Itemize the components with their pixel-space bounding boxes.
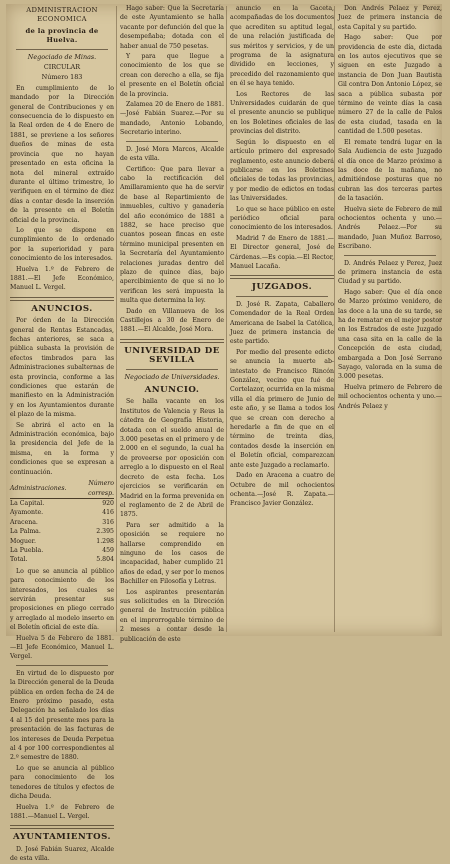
- table-cell: 2.395: [96, 528, 114, 536]
- divider: [126, 141, 218, 142]
- administrations-table: [10, 479, 114, 565]
- table-cell: Moguer.: [10, 537, 36, 545]
- table-cell: La Puebla.: [10, 546, 44, 554]
- paragraph: El remate tendrá lugar en la Sala Audiencia de este Juzgado el día once de Marzo próximo a las doce de la mañana, no admitiéndose posturas que no cubran las dos terceras partes de la tasación.: [338, 138, 442, 203]
- table-cell: 5.804: [96, 556, 114, 564]
- divider: [126, 369, 218, 370]
- paragraph: Por órden de la Dirección general de Rentas Estancadas, fechas anteriores, se saca a pública subasta la provisión de efectos timbrados para las Administraciones subalternas de esta provincia, conforme a las condiciones que estarán de manifiesto en la Administración y en los Ayuntamientos durante el plazo de la misma.: [10, 317, 114, 419]
- column-2: [120, 4, 224, 643]
- table-header-cell: Número corresp.: [67, 479, 114, 498]
- paragraph: En cumplimiento de lo mandado por la Dirección general de Contribuciones y en consecuencia de lo dispuesto en la Real orden de 4 de Enero de 1881, se previene a los señores dueños de minas de esta provincia que no hayan presentado en esta oficina la nota del mineral extraído durante el último trimestre, lo verifiquen en el término de diez días a contar desde la inserción de la presente en el Boletín oficial de la provincia.: [10, 84, 114, 224]
- divider: [16, 665, 108, 666]
- paragraph: Huelva 1.º de Febrero de 1881.—El Jefe Económico, Manuel L. Vergel.: [10, 265, 114, 292]
- divider: [344, 255, 436, 256]
- divider: [10, 297, 114, 301]
- newspaper-page: [6, 4, 442, 863]
- paragraph: Huelva 5 de Febrero de 1881.—El Jefe Económico, Manuel L. Vergel.: [10, 634, 114, 661]
- section-heading: ADMINISTRACION ECONOMICA: [26, 6, 98, 24]
- paragraph: Se abrirá el acto en la Administración económica, bajo la presidencia del Jefe de la misma, en la forma y condiciones que se expresan a continuación.: [10, 421, 114, 476]
- table-cell: Aracena.: [10, 518, 38, 526]
- table-cell: 1.298: [96, 537, 114, 545]
- negociado-label: Negociado de Minas.: [27, 52, 97, 61]
- paragraph: D. José R. Zapata, Caballero Comendador de la Real Orden Americana de Isabel la Católica, Juez de primera instancia de este partido.: [230, 300, 334, 346]
- negociado-label: Negociado de Universidades.: [124, 372, 220, 381]
- anuncio-heading: ANUNCIO.: [144, 385, 200, 396]
- divider: [230, 275, 334, 279]
- divider: [120, 339, 224, 343]
- column-1: [10, 4, 114, 863]
- paragraph: Dado en Villanueva de los Castillejos a 30 de Enero de 1881.—El Alcalde, José Mora.: [120, 307, 224, 334]
- paragraph: Los Rectores de las Universidades cuidarán de que el presente anuncio se publique en los Boletines oficiales de las provincias del distrito.: [230, 90, 334, 136]
- divider: [10, 825, 114, 829]
- table-row: [10, 508, 114, 517]
- table-cell: 416: [102, 509, 114, 517]
- paragraph: Lo que se anuncia al público para conocimiento de los interesados, los cuales se servirán presentar sus proposiciones en pliego cerrado y arreglado al modelo inserto en el Boletín oficial de este día.: [10, 567, 114, 632]
- paragraph: Huelva 1.º de Febrero de 1881.—Manuel L. Vergel.: [10, 803, 114, 820]
- ayuntamientos-heading: AYUNTAMIENTOS.: [12, 832, 112, 843]
- table-header-cell: Administraciones.: [10, 479, 67, 498]
- table-cell: Total.: [10, 556, 28, 564]
- paragraph: D. José Fabián Suarez, Alcalde de esta villa.: [10, 845, 114, 863]
- paragraph: Se halla vacante en los Institutos de Valencia y Reus la cátedra de Geografía Historia, dotada con el sueldo anual de 3.000 pesetas en el primero y de 2.000 en el segundo, la cual ha de proveerse por oposición con arreglo a lo dispuesto en el Real decreto de esta fecha. Los ejercicios se verificarán en Madrid en la forma prevenida en el reglamento de 2 de Abril de 1875.: [120, 398, 224, 519]
- table-cell: La Capital.: [10, 499, 45, 507]
- table-row: [10, 537, 114, 546]
- table-cell: Ayamonte.: [10, 509, 44, 517]
- universidad-heading: UNIVERSIDAD DE SEVILLA: [124, 345, 220, 366]
- paragraph: Lo que se anuncia al público para conocimiento de los tenedores de títulos y efectos de dicha Deuda.: [10, 764, 114, 801]
- anuncios-heading: ANUNCIOS.: [31, 303, 93, 314]
- table-total-row: [10, 555, 114, 564]
- column-rule: [334, 6, 335, 632]
- paragraph: anuncio en la Gaceta, acompañadas de los documentos que acrediten su aptitud legal, de una relación justificada de sus méritos y servicios, y de un programa de la asignatura dividido en lecciones, y precedido del razonamiento que en él se haya tenido.: [230, 5, 334, 88]
- column-4: [338, 4, 442, 632]
- paragraph: Madrid 7 de Enero de 1881.—El Director general, José de Cárdenas.—Es copia.—El Rector, Manuel Lacaña.: [230, 234, 334, 270]
- paragraph: Y para que llegue a conocimiento de los que se crean con derecho a ella, se fija el presente en el Boletín oficial de la provincia.: [120, 53, 224, 98]
- table-row: [10, 518, 114, 527]
- paragraph: Lo que se dispone en cumplimiento de lo ordenado por la superioridad y para conocimiento de los interesados.: [10, 226, 114, 263]
- table-cell: 316: [102, 518, 114, 526]
- divider: [236, 296, 328, 297]
- table-row: [10, 546, 114, 555]
- circular-label: CIRCULAR: [43, 63, 81, 72]
- paragraph: Los aspirantes presentarán sus solicitudes en la Dirección general de Instrucción pública en el improrrogable término de 2 meses a contar desde la publicación de este: [120, 588, 224, 643]
- paragraph: Dado en Aracena a cuatro de Octubre de mil ochocientos ochenta.—José R. Zapata.—Francisco Javier González.: [230, 472, 334, 508]
- paragraph: Para ser admitido a la oposición se requiere no hallarse comprendido en ninguno de los casos de incapacidad, haber cumplido 21 años de edad, y ser por lo menos Bachiller en Filosofía y Letras.: [120, 521, 224, 586]
- table-cell: 459: [102, 546, 114, 554]
- table-row: [10, 498, 114, 508]
- paragraph: Hago saber: Que por providencia de este día, dictada en los autos ejecutivos que se siguen en este Juzgado a instancia de Don Juan Bautista Gil contra Don Antonio López, se saca a pública subasta por término de veinte días la casa número 27 de la calle de Palos de esta ciudad, tasada en la cantidad de 1.500 pesetas.: [338, 34, 442, 136]
- paragraph: D. José Mora Marcos, Alcalde de esta villa.: [120, 145, 224, 163]
- paragraph: Huelva siete de Febrero de mil ochocientos ochenta y uno.—Andrés Pelaez.—Por su mandado, Juan Muñoz Barroso, Escribano.: [338, 205, 442, 251]
- table-cell: La Palma.: [10, 528, 41, 536]
- circular-number: Número 183: [41, 73, 83, 82]
- table-row: [10, 527, 114, 536]
- section-heading-2: de la provincia de Huelva.: [25, 26, 99, 45]
- table-cell: 920: [102, 499, 114, 507]
- paragraph: Hago saber: Que la Secretaría de este Ayuntamiento se halla vacante por defunción del que la desempeñaba; dotada con el haber anual de 750 pesetas.: [120, 5, 224, 50]
- table-header-row: [10, 479, 114, 498]
- paragraph: Por medio del presente edicto se anuncia la muerte ab-intestato de Francisco Rincón González, vecino que fué de Cortelazor, ocurrida en la misma villa el día primero de Junio de este año, y se llama a todos los que se crean con derecho a heredarle a fin de que en el término de treinta días, contados desde la inserción en el Boletín oficial, comparezcan ante este Juzgado a reclamarlo.: [230, 348, 334, 469]
- column-3: [230, 4, 334, 632]
- paragraph: Certifico: Que para llevar a cabo la rectificación del Amillaramiento que ha de servir de base al Repartimiento de inmuebles, cultivo y ganadería del año económico de 1881 a 1882, se hace preciso que cuantos posean fincas en este término municipal presenten en la Secretaría del Ayuntamiento relaciones juradas dentro del plazo de quince días, bajo apercibimiento de que si no lo verifican les será impuesta la multa que determina la ley.: [120, 165, 224, 305]
- paragraph: Hago saber: Que el día once de Marzo próximo venidero, de las doce a la una de su tarde, se ha de rematar en el mejor postor en los Estrados de este Juzgado una casa sita en la calle de la Concepción de esta ciudad, embargada a Don José Serrano Sayago, valorada en la suma de 3.000 pesetas.: [338, 288, 442, 381]
- juzgados-heading: JUZGADOS.: [251, 282, 313, 293]
- paragraph: En virtud de lo dispuesto por la Dirección general de la Deuda pública en orden fecha de 24 de Enero próximo pasado, esta Delegación ha señalado los días 4 al 15 del presente mes para la presentación de las facturas de los intereses de Deuda Perpetua al 4 por 100 correspondientes al 2.º semestre de 1880.: [10, 669, 114, 762]
- paragraph: Lo que se hace público en este periódico oficial para conocimiento de los interesados.: [230, 205, 334, 232]
- column-rule: [116, 6, 117, 632]
- paragraph: D. Andrés Pelaez y Perez, Juez de primera instancia de esta Ciudad y su partido.: [338, 259, 442, 286]
- column-rule: [226, 6, 227, 632]
- paragraph: Don Andrés Pelaez y Perez, Juez de primera instancia de esta Capital y su partido.: [338, 5, 442, 31]
- paragraph: Huelva primero de Febrero de mil ochocientos ochenta y uno.—Andrés Pelaez y: [338, 383, 442, 410]
- paragraph: Zalamea 20 de Enero de 1881.—José Fabián Suarez.—Por su mandado, Antonio Lobando, Secretario interino.: [120, 101, 224, 137]
- divider: [16, 49, 108, 50]
- paragraph: Según lo dispuesto en el artículo primero del expresado reglamento, este anuncio deberá publicarse en los Boletines oficiales de todas las provincias, y por medio de edictos en todas las Universidades.: [230, 138, 334, 203]
